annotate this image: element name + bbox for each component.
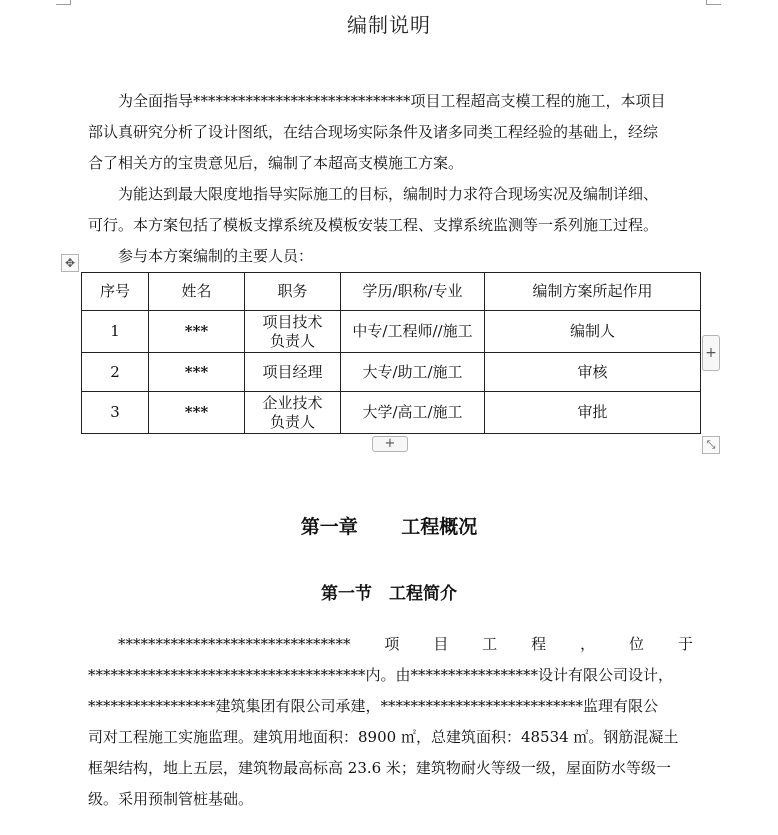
staff-table [81,272,701,434]
page-corner-mark-right [706,0,721,5]
text-line: 合了相关方的宝贵意见后，编制了本超高支模施工方案。 [88,154,464,172]
table-cell[interactable]: 编制人 [485,311,701,353]
text-fragment: ， [580,635,596,653]
text-line: 参与本方案编制的主要人员： [118,247,314,265]
text-line: *****************建筑集团有限公司承建，***************************监理有限公 [88,697,659,715]
cell-line: 负责人 [269,412,315,431]
move-icon: ✥ [64,256,76,270]
cell-line: 项目经理 [262,362,323,381]
header-cell[interactable]: 序号 [82,273,149,311]
cell-line: 负责人 [269,331,315,350]
table-row [82,392,701,434]
cell-line: 企业技术 [262,393,323,412]
table-row [82,311,701,353]
table-cell[interactable]: 1 [82,311,149,353]
table-cell[interactable] [245,392,341,434]
table-cell[interactable]: 大专/助工/施工 [341,353,485,392]
text-line [88,629,693,660]
add-row-button[interactable]: + [372,436,408,452]
text-fragment: ******************************* [118,635,351,653]
document-title: 编制说明 [347,13,431,37]
text-line: 为全面指导*****************************项目工程超高支模工程的施工，本项目 [118,92,666,110]
overview-paragraph [88,629,693,815]
intro-paragraph-1 [88,86,693,179]
table-cell[interactable]: *** [149,311,245,353]
text-fragment: 位 [629,635,645,653]
cell-line: 项目技术 [262,312,323,331]
table-cell[interactable]: 3 [82,392,149,434]
page-corner-mark-left [56,0,71,5]
text-line: 为能达到最大限度地指导实际施工的目标，编制时力求符合现场实况及编制详细、 [118,185,659,203]
table-header-row [82,273,701,311]
table-cell[interactable]: 大学/高工/施工 [341,392,485,434]
header-cell[interactable]: 编制方案所起作用 [485,273,701,311]
text-line: 级。采用预制管桩基础。 [88,790,254,808]
table-cell[interactable]: 中专/工程师//施工 [341,311,485,353]
table-cell[interactable]: 审批 [485,392,701,434]
table-cell[interactable] [245,311,341,353]
text-fragment: 于 [677,635,693,653]
text-fragment: 工 [482,635,498,653]
header-cell[interactable]: 姓名 [149,273,245,311]
table-cell[interactable]: *** [149,392,245,434]
table-row [82,353,701,392]
text-fragment: 程 [531,635,547,653]
intro-paragraph-2 [88,179,693,241]
intro-paragraph-3 [88,241,693,272]
text-fragment: 项 [384,635,400,653]
table-resize-handle[interactable] [702,436,720,454]
header-cell[interactable]: 学历/职称/专业 [341,273,485,311]
header-cell[interactable]: 职务 [245,273,341,311]
chapter-heading: 第一章 工程概况 [300,516,478,538]
text-line: 可行。本方案包括了模板支撑系统及模板安装工程、支撑系统监测等一系列施工过程。 [88,216,659,234]
text-line: 司对工程施工实施监理。建筑用地面积：8900 ㎡，总建筑面积：48534 ㎡。钢筋混凝土 [88,728,679,746]
text-line: 部认真研究分析了设计图纸，在结合现场实际条件及诸多同类工程经验的基础上，经综 [88,123,659,141]
text-fragment: 目 [433,635,449,653]
add-column-button[interactable]: + [702,335,720,371]
table-cell[interactable] [245,353,341,392]
text-line: *************************************内。由*****************设计有限公司设计， [88,666,674,684]
resize-icon: ⤡ [706,438,716,451]
table-cell[interactable]: 2 [82,353,149,392]
table-cell[interactable]: 审核 [485,353,701,392]
section-heading: 第一节 工程简介 [321,584,457,604]
table-move-handle[interactable] [61,254,79,272]
table-cell[interactable]: *** [149,353,245,392]
text-line: 框架结构，地上五层，建筑物最高标高 23.6 米；建筑物耐火等级一级，屋面防水等级一 [88,759,671,777]
